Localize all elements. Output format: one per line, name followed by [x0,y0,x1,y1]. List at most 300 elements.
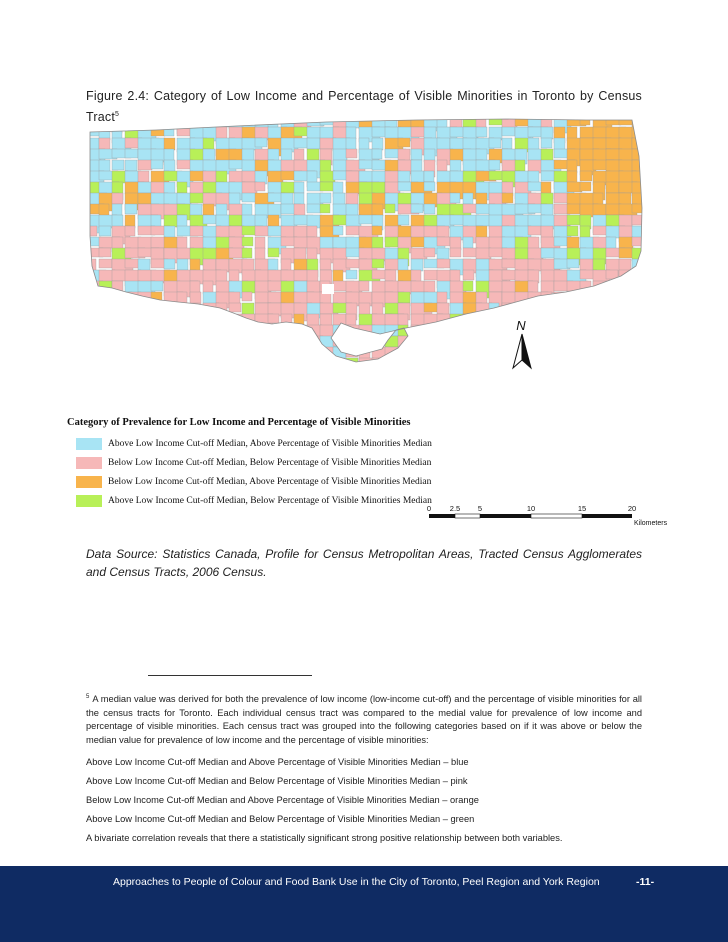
census-tract [268,292,281,303]
census-tract [242,358,260,374]
census-tract [229,303,241,312]
census-tract [125,347,141,358]
unclassified-tract [322,284,334,294]
census-tract [450,248,461,257]
census-tract [216,358,233,370]
footnote [86,693,642,848]
census-tract [268,336,279,352]
census-tract [138,336,148,352]
census-tract [164,314,177,325]
census-tract [112,116,122,133]
census-tract [255,325,272,341]
census-tract [86,314,98,326]
census-tract [255,336,274,351]
census-tract [411,259,423,271]
census-tract [190,127,205,139]
census-tract [294,314,304,331]
census-tract [645,347,646,365]
census-tract [112,160,124,170]
census-tract [151,358,161,367]
census-tract [411,358,424,367]
census-tract [632,347,646,359]
census-tract [606,182,619,193]
census-tract [619,270,637,283]
census-tract [437,259,450,268]
census-tract [125,358,143,376]
census-tract [294,358,305,373]
census-tract [242,237,253,246]
census-tract [333,325,351,335]
census-tract [125,314,142,328]
census-tract [437,160,447,171]
census-tract [203,347,218,361]
legend-label: Below Low Income Cut-off Median, Below Percentage of Visible Minorities Median [108,458,432,468]
census-tract [255,248,265,260]
census-tract [645,248,646,261]
census-tract [177,325,193,337]
census-tract [320,204,330,213]
census-tract [645,171,646,186]
census-tract [645,303,646,316]
census-tract [242,292,252,301]
census-tract [437,358,453,375]
census-tract [567,138,581,150]
north-arrow-icon [506,318,538,374]
census-tract [151,116,163,131]
census-tract [177,314,198,331]
census-tract [632,303,646,314]
census-tract [476,314,494,324]
census-tract [99,292,120,306]
census-tract [255,138,267,147]
census-tract [216,314,226,330]
census-tract [502,193,513,203]
census-tract [580,358,601,368]
census-tract [138,358,148,375]
census-tract [372,138,383,150]
census-tract [333,226,343,235]
census-tract [567,292,587,307]
census-tract [125,226,135,236]
census-tract [86,116,101,130]
census-tract [294,325,306,342]
census-tract [541,303,561,312]
census-tract [112,336,128,350]
census-tract [294,138,309,148]
census-tract [112,314,123,323]
census-tract [645,215,646,230]
scale-tick-label: 5 [477,504,483,513]
census-tract [359,281,369,291]
census-tract [268,314,279,323]
census-tract [268,358,287,368]
census-tract [294,127,309,136]
census-tract [502,138,512,149]
census-tract [307,149,319,160]
census-tract [359,347,370,365]
census-tract [229,292,240,304]
census-tract [255,215,267,227]
census-tract [554,303,573,320]
census-tract [385,347,401,362]
census-tract [476,193,487,204]
census-tract [86,303,107,321]
census-tract [268,325,280,337]
legend-swatch-green [76,495,102,507]
census-tract [86,138,99,150]
census-tract [164,116,180,129]
census-tract [320,171,335,182]
census-tract [242,281,255,293]
census-tract [151,127,165,136]
census-tract [216,116,234,127]
census-tract [164,259,175,269]
census-tract [476,347,496,357]
census-tract [112,303,126,317]
census-tract [645,116,646,126]
census-tract [567,226,578,236]
census-tract [125,336,140,345]
census-tract [580,116,590,125]
census-tract [515,248,528,260]
toronto-census-tract-map [86,116,646,388]
census-tract [177,336,190,346]
census-tract [567,204,580,214]
census-tract [528,303,547,318]
census-tract [567,215,580,225]
census-tract [606,336,622,348]
census-tract [255,237,265,249]
census-tract [385,358,403,374]
census-tract [489,303,499,316]
census-tract [268,226,283,236]
census-tract [528,182,542,191]
census-tract [645,270,646,284]
census-tract [541,358,560,368]
census-tract [476,336,487,346]
census-tract [151,303,171,315]
census-tract [294,182,304,193]
census-tract [346,347,358,357]
census-tract [86,347,102,360]
census-tract [463,237,473,248]
census-tract [190,314,202,328]
census-tract [580,182,591,191]
census-tract [164,303,181,319]
census-tract [632,204,645,213]
census-tract [541,292,552,302]
census-tract [385,204,395,213]
census-tract [138,325,153,338]
census-tract [437,336,449,350]
census-tract [125,259,140,268]
census-tract [580,303,590,315]
census-tract [463,281,473,291]
census-tract [229,215,242,226]
census-tract [541,336,555,349]
census-tract [398,138,410,147]
census-tract [489,325,504,340]
census-tract [177,292,187,310]
census-tract [112,281,123,294]
census-tract [593,127,608,138]
census-tract [177,259,188,270]
legend-swatch-blue [76,438,102,450]
census-tract [294,347,308,360]
census-tract [580,336,592,348]
census-tract [632,325,643,337]
census-tract [359,336,379,350]
census-tract [112,193,123,204]
census-tract [86,292,102,306]
census-tract [463,248,478,257]
census-tract [606,358,618,369]
census-tract [216,204,227,216]
census-tract [229,358,243,367]
census-tract [619,314,629,329]
census-tract [125,149,138,158]
census-tract [86,226,97,236]
census-tract [567,358,580,374]
census-tract [398,215,409,225]
census-tract [359,171,374,182]
census-tract [450,116,462,128]
census-tract [203,149,215,161]
legend-swatch-pink [76,457,102,469]
census-tract [411,149,422,160]
census-tract [99,259,112,268]
census-tract [151,281,163,291]
census-tract [554,237,567,246]
census-tract [476,215,490,226]
census-tract [567,182,582,192]
scale-tick-label: 2.5 [449,504,461,513]
footnote-marker: 5 [86,693,90,700]
census-tract [476,248,491,259]
census-tract [216,270,227,282]
census-tract [463,314,476,331]
census-tract [177,182,187,193]
footnote-line: Above Low Income Cut-off Median and Above Percentage of Visible Minorities Median – blue [86,757,469,768]
census-tract [554,358,564,369]
census-tract [463,270,474,280]
census-tract [125,160,137,171]
census-tract [138,303,154,319]
census-tract [112,347,131,357]
footnote-text: A median value was derived for both the prevalence of low income (low-income cut-off) and the percentage of visible minorities for all the census tracts for Toronto. Each individual census tract was compared to the medial value for prevalence of low income and percentage of visible minorities. Each census tract was grouped into the following categories based on if it was above or below the median value for prevalence of low income and the percentage of visible minorities: [86,694,642,745]
census-tract [203,138,214,150]
census-tract [580,171,592,181]
census-tract [151,347,161,356]
census-tract [229,149,243,161]
census-tract [424,347,435,362]
census-tract [606,292,624,310]
census-tract [515,116,530,126]
census-tract [567,336,588,354]
scale-tick-label: 0 [426,504,432,513]
census-tract [554,193,569,203]
census-tract [99,226,111,236]
census-tract [632,314,646,323]
census-tract [515,303,528,313]
census-tract [632,116,644,127]
census-tract [554,336,570,352]
census-tract [125,204,137,214]
census-tract [476,325,487,336]
census-tract [125,325,138,343]
census-tract [567,259,579,268]
census-tract [619,347,632,360]
census-tract [606,347,627,363]
census-tract [411,336,427,349]
page-number: -11- [636,876,655,888]
census-tract [541,281,554,293]
census-tract [320,193,331,203]
census-tract [320,259,331,270]
census-tract [411,325,428,338]
census-tract [164,347,183,361]
census-tract [242,248,252,258]
census-tract [489,138,501,148]
census-tract [190,116,201,129]
census-tract [307,204,321,213]
census-tract [450,160,461,172]
census-tract [632,292,646,305]
census-tract [164,358,175,374]
census-tract [190,358,202,371]
census-tract [619,237,633,248]
census-tract [294,336,310,347]
census-tract [268,248,279,257]
figure-caption-text: Figure 2.4: Category of Low Income and Percentage of Visible Minorities in Toronto by Census Tract [86,89,642,124]
census-tract [424,270,438,280]
census-tract [125,303,137,317]
footnote-line: Above Low Income Cut-off Median and Below Percentage of Visible Minorities Median – green [86,814,475,825]
census-tract [138,347,149,363]
census-tract [333,215,347,225]
census-tract [216,336,235,345]
census-tract [645,281,646,299]
census-tract [645,204,646,219]
census-tract [541,347,560,365]
census-tract [86,325,104,336]
census-tract [333,336,345,346]
census-tract [580,127,594,138]
scale-unit: Kilometers [634,520,668,527]
north-label: N [516,318,526,333]
census-tract [307,281,320,293]
census-tract [255,182,265,191]
census-tract [632,281,644,294]
footnote-line: Above Low Income Cut-off Median and Below Percentage of Visible Minorities Median – pink [86,776,468,787]
census-tract [567,303,577,317]
census-tract [476,116,486,128]
footnote-paragraph [86,693,642,747]
census-tract [463,347,475,359]
census-tract [476,358,496,371]
footnote-line: A bivariate correlation reveals that there a statistically significant strong positive relationship between both variables. [86,833,563,844]
census-tract [541,171,555,181]
census-tract [489,358,503,371]
census-tract [229,325,243,342]
census-tract [463,336,475,353]
census-tract [463,325,476,342]
census-tract [619,358,637,374]
census-tract [398,347,419,359]
census-tract [138,116,155,125]
census-tract [255,347,270,359]
census-tract [476,127,487,137]
census-tract [281,336,297,350]
census-tract [372,149,382,159]
census-tract [619,303,638,315]
census-tract [489,160,500,170]
census-tract [86,336,104,353]
census-tract [151,336,167,353]
census-tract [645,314,646,324]
census-tract [255,358,265,367]
census-tract [424,171,434,182]
census-tract [645,193,646,205]
census-tract [606,303,616,315]
census-tract [307,347,326,364]
census-tract [476,149,487,161]
census-tract [645,358,646,376]
census-tract [151,160,163,169]
census-tract [411,347,421,358]
census-tract [593,358,608,374]
census-tract [294,193,304,205]
census-tract [606,325,623,341]
census-tract [463,358,482,372]
census-tract [346,270,357,279]
census-tract [229,336,240,352]
census-tract [450,336,468,349]
census-tract [190,325,210,342]
census-tract [580,325,598,340]
census-tract [593,336,609,348]
census-tract [177,358,195,370]
census-tract [333,248,347,260]
census-tract [307,138,320,149]
census-tract [372,204,383,216]
census-tract [619,336,634,354]
census-tract [138,292,153,307]
census-tract [450,358,470,368]
census-tract [164,336,180,353]
census-tract [606,281,621,299]
census-tract [99,160,110,172]
census-tract [333,193,345,205]
census-tract [307,358,324,376]
census-tract [99,248,111,257]
footnote-line: Below Low Income Cut-off Median and Above Percentage of Visible Minorities Median – orange [86,795,479,806]
census-tract [528,281,538,293]
census-tract [203,215,216,224]
census-tract [619,281,634,295]
census-tract [541,314,559,326]
census-tract [645,127,646,141]
census-tract [151,314,170,325]
census-tract [190,292,201,310]
census-tract [593,292,606,306]
census-tract [580,347,599,359]
census-tract [99,303,118,313]
footer-title: Approaches to People of Colour and Food Bank Use in the City of Toronto, Peel Region and York Region [113,876,600,888]
census-tract [424,204,435,214]
census-tract [99,336,117,350]
footnote-divider [148,675,312,676]
